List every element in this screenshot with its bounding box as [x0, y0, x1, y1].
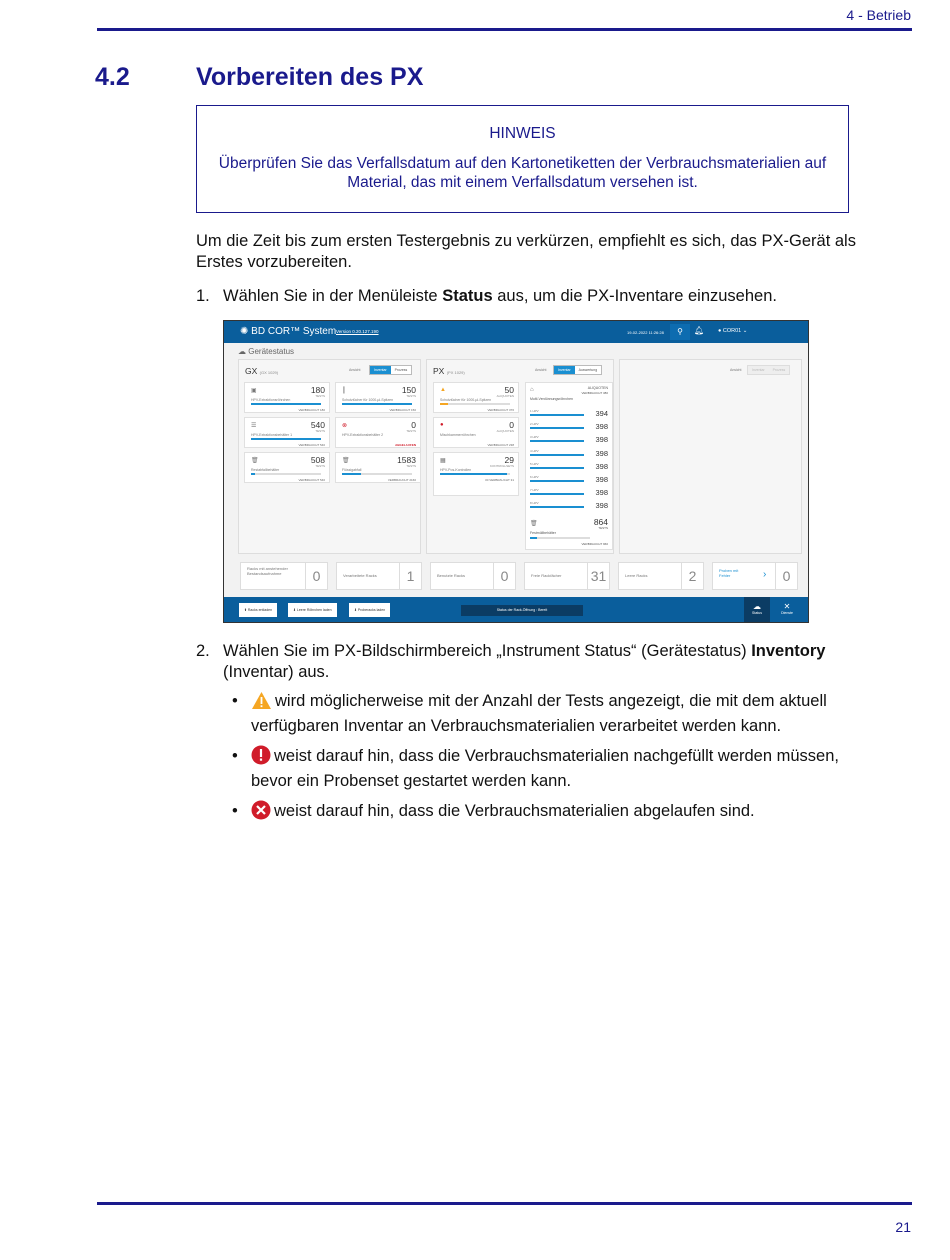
card-bar	[251, 473, 321, 475]
x-circle-icon: ⊗	[342, 423, 348, 429]
unload-racks-button[interactable]: ⬆ Racks entladen	[239, 603, 277, 617]
summary-card[interactable]	[712, 562, 798, 590]
card-unit: ALIQUOTEN	[496, 394, 514, 398]
aliquot-row-value: 398	[595, 461, 608, 471]
card-name: Restabfallbehälter	[251, 468, 280, 472]
summary-value: 0	[493, 563, 515, 589]
app-logo: ✺ BD COR™ System	[240, 326, 337, 337]
card-bar	[251, 438, 321, 440]
card-count: 150	[401, 385, 416, 395]
bullet-dot: •	[232, 692, 238, 710]
x-circle-icon	[251, 800, 271, 820]
view-label: Ansicht	[535, 368, 547, 372]
card-used: ABGELAUFEN	[395, 443, 416, 447]
step-number: 2.	[196, 642, 210, 660]
aliquot-row	[530, 448, 608, 458]
summary-card[interactable]	[240, 562, 328, 590]
waste-bar-fill	[530, 537, 537, 539]
aliquot-row-bar	[530, 480, 584, 482]
step-text-bold: Inventory	[751, 642, 826, 660]
card-bar	[342, 473, 412, 475]
card-name: HPV-Extraktionsbehälter 1	[251, 433, 293, 437]
section-title: Vorbereiten des PX	[196, 63, 424, 91]
summary-value: 1	[399, 563, 421, 589]
step-number: 1.	[196, 287, 210, 305]
gx-panel	[238, 359, 421, 554]
aliquot-row-label: 5 HPV	[530, 461, 539, 466]
aliquot-row-bar	[530, 440, 584, 442]
summary-label: Verarbeitete Racks	[343, 573, 377, 578]
step-text	[223, 286, 777, 307]
intro-paragraph: Um die Zeit bis zum ersten Testergebnis zu verkürzen, empfiehlt es sich, das PX-Gerät als Erstes vorzubereiten.	[196, 232, 856, 271]
bullet-dot: •	[232, 747, 238, 765]
aliquot-row-bar	[530, 467, 584, 469]
aliquot-card[interactable]	[525, 382, 613, 550]
card-used: VERBRAUCHT 150	[389, 408, 416, 412]
summary-label: Benutzte Racks	[437, 573, 466, 578]
waste-icon: 🗑︎	[342, 458, 350, 464]
card-bar	[440, 403, 510, 405]
card-bar-fill	[342, 473, 361, 475]
toggle-process[interactable]: Prozess	[394, 368, 408, 372]
tab-status[interactable]	[744, 597, 770, 623]
aliquot-header: ALIQUOTEN	[587, 386, 608, 390]
card-count: 50	[504, 385, 514, 395]
bullet-text	[251, 744, 876, 794]
card-bar-fill	[251, 403, 321, 405]
card-unit: KONTROLLSETS	[489, 464, 514, 468]
summary-value: 31	[587, 563, 609, 589]
card-bar-fill	[440, 403, 448, 405]
aliquot-row-label: 8 HPV	[530, 501, 539, 506]
card-bar-fill	[251, 473, 255, 475]
step-text	[223, 641, 883, 683]
aliquot-row-label: 3 HPV	[530, 435, 539, 440]
page-title: ☁ Gerätestatus	[238, 347, 295, 356]
summary-value: 2	[681, 563, 703, 589]
view-toggle[interactable]	[369, 365, 412, 375]
summary-card[interactable]	[336, 562, 422, 590]
summary-value: 0	[305, 563, 327, 589]
load-sample-racks-button[interactable]: ⬇ Proberacks laden	[349, 603, 390, 617]
app-footer	[224, 597, 808, 623]
inventory-card[interactable]	[433, 452, 519, 496]
card-bar	[342, 403, 412, 405]
rack-icon: ☰	[251, 423, 257, 429]
card-bar-fill	[251, 438, 321, 440]
card-bar-fill	[342, 403, 412, 405]
header-rule	[97, 28, 912, 31]
view-toggle[interactable]	[553, 365, 602, 375]
summary-card[interactable]	[430, 562, 516, 590]
unload-racks-label: Racks entladen	[247, 608, 273, 612]
card-name: Flüssigabfall	[342, 468, 362, 472]
waste-unit: TESTS	[598, 526, 608, 530]
aliquot-row-label: 6 HPV	[530, 475, 539, 479]
aliquot-sub: VERBRAUCHT 380	[581, 391, 608, 395]
view-label: Ansicht	[730, 368, 742, 372]
bullet-text	[251, 689, 876, 739]
datetime: 19-02-2022 11:26:28	[627, 330, 664, 335]
user-name: COR01	[722, 328, 742, 334]
aliquot-name: Multi-Verdünnungsröhrchen	[530, 397, 573, 401]
card-unit: TESTS	[406, 464, 416, 468]
ui-screenshot	[223, 320, 809, 623]
version-link[interactable]: Version 0.20.127.190	[336, 329, 379, 334]
aliquot-row-value: 394	[595, 409, 608, 418]
warning-triangle-icon	[251, 691, 272, 710]
aliquot-row-value: 398	[595, 435, 608, 445]
step-text-bold: Status	[442, 287, 493, 305]
chapter-label: 4 - Betrieb	[846, 7, 911, 23]
note-title: HINWEIS	[489, 125, 556, 142]
note-box	[196, 105, 849, 213]
bullet-text	[251, 799, 876, 824]
card-name: Schutztücher für 1000-µl-Spitzen	[440, 398, 492, 402]
px-label: PX	[433, 366, 445, 376]
summary-label: Racks mit anstehender Bestandsaufnahme	[247, 566, 288, 576]
tools-icon: ✕	[783, 602, 791, 611]
aliquot-row	[530, 488, 608, 498]
cloud-icon: ☁	[753, 602, 761, 611]
gx-name	[245, 366, 278, 376]
card-count: 540	[310, 420, 325, 430]
inventory-card[interactable]	[244, 417, 330, 448]
load-sample-racks-label: Proberacks laden	[357, 608, 386, 612]
load-empty-tubes-label: Leere Röhrchen laden	[296, 608, 332, 612]
summary-value: 0	[775, 563, 797, 589]
aliquot-row-bar	[530, 427, 584, 429]
card-unit: TESTS	[406, 394, 416, 398]
aliquot-row	[530, 461, 608, 471]
step-text-post: (Inventar) aus.	[223, 663, 330, 681]
waste-count: 864	[593, 517, 608, 527]
card-used: VERBRAUCHT 376	[487, 408, 514, 412]
page-title-text: Gerätestatus	[248, 347, 295, 356]
card-count: 0	[411, 420, 416, 430]
aliquot-row-label: 2 HPV	[530, 422, 539, 427]
summary-label: Leere Racks	[625, 573, 648, 578]
chevron-right-icon[interactable]: ›	[763, 569, 767, 580]
toggle-inventory[interactable]: Inventar	[554, 366, 575, 374]
section-number: 4.2	[95, 63, 130, 91]
card-unit: TESTS	[315, 464, 325, 468]
card-name: HPV-Extraktionsbehälter 2	[342, 433, 384, 437]
card-count: 180	[310, 385, 325, 395]
tab-services[interactable]	[774, 597, 800, 623]
aliquot-row-bar	[530, 506, 584, 508]
aliquot-row-bar	[530, 414, 584, 416]
card-count: 508	[310, 455, 325, 465]
aliquot-row-bar	[530, 493, 584, 495]
aliquot-row-value: 398	[595, 501, 608, 511]
px-panel	[426, 359, 614, 554]
inventory-card[interactable]	[244, 382, 330, 413]
aliquot-row	[530, 409, 608, 418]
inventory-card[interactable]	[244, 452, 330, 483]
aliquot-row-label: 1 HPV	[530, 409, 539, 413]
summary-card[interactable]	[524, 562, 610, 590]
third-panel	[619, 359, 802, 554]
card-name: HPV-Pos-Kontrollen	[440, 468, 472, 472]
bullet-text-content: wird möglicherweise mit der Anzahl der Tests angezeigt, die mit dem aktuell verfügbaren Inventar an Verbrauchsmaterialien verarbeitet werden kann.	[251, 692, 827, 735]
footer-rule	[97, 1202, 912, 1205]
gx-serial: (GX 1029)	[259, 370, 279, 375]
toggle-inventory[interactable]: Inventar	[370, 366, 391, 374]
aliquot-row-value: 398	[595, 488, 608, 498]
page-number: 21	[895, 1219, 911, 1235]
pipette-icon: ┃	[342, 388, 346, 394]
card-unit: TESTS	[315, 429, 325, 433]
inventory-card[interactable]	[433, 382, 519, 413]
step-text-pre: Wählen Sie in der Menüleiste	[223, 287, 443, 305]
card-count: 1583	[397, 455, 416, 465]
exclamation-circle-icon	[251, 745, 271, 765]
waste-name: Festmüllbehälter	[530, 531, 556, 535]
inventory-card[interactable]	[335, 382, 421, 413]
tab-status-label: Status	[752, 611, 762, 615]
toggle-process: Prozess	[772, 368, 786, 372]
rack-status: Status der Rack-Öffnung : Bereit	[461, 605, 583, 616]
view-label: Ansicht	[349, 368, 361, 372]
note-text: Überprüfen Sie das Verfallsdatum auf den Kartonetiketten der Verbrauchsmaterialien auf Material, das mit einem Verfallsdatum versehen ist.	[218, 155, 827, 191]
waste-bar	[530, 537, 590, 539]
trash-icon: 🗑︎	[251, 458, 259, 464]
card-name: HPV-Extraktionsröhrchen	[251, 398, 291, 402]
card-used: VERBRAUCHT 2160	[387, 478, 416, 482]
card-unit: TESTS	[406, 429, 416, 433]
bell-icon[interactable]: 🔔︎	[694, 326, 705, 335]
aliquot-row	[530, 501, 608, 511]
inventory-card[interactable]	[433, 417, 519, 448]
card-name: Mischkammerröhrchen	[440, 433, 476, 437]
inventory-card[interactable]	[335, 417, 421, 448]
box-icon: ▣	[251, 388, 257, 394]
card-used: VERBRAUCHT 540	[298, 478, 325, 482]
view-toggle-disabled	[747, 365, 790, 375]
card-bar	[251, 403, 321, 405]
card-bar-fill	[440, 473, 507, 475]
user-menu[interactable]: ● COR01 ⌄	[718, 328, 748, 334]
card-used: VERBRAUCHT 238	[487, 443, 514, 447]
aliquot-row	[530, 422, 608, 432]
card-used: VERBRAUCHT 180	[298, 408, 325, 412]
card-count: 29	[504, 455, 514, 465]
card-unit: TESTS	[315, 394, 325, 398]
aliquot-row-label: 7 HPV	[530, 488, 539, 493]
trash-icon: 🗑︎	[530, 521, 538, 527]
inventory-card[interactable]	[335, 452, 421, 483]
aliquot-row-value: 398	[595, 422, 608, 432]
search-icon[interactable]: ⚲	[670, 324, 690, 340]
card-name: Schutztücher für 1000-µl-Spitzen	[342, 398, 394, 402]
tab-services-label: Dienste	[781, 611, 793, 615]
warning-triangle-icon: ▲	[440, 387, 446, 393]
bullet-dot: •	[232, 802, 238, 820]
step-text-post: aus, um die PX-Inventare einzusehen.	[492, 287, 777, 305]
bullet-text-content: weist darauf hin, dass die Verbrauchsmaterialien abgelaufen sind.	[274, 802, 755, 820]
aliquot-row-bar	[530, 454, 584, 456]
card-bar	[440, 473, 510, 475]
summary-label: Proben mit Fehler	[719, 568, 739, 578]
step-text-pre: Wählen Sie im PX-Bildschirmbereich „Instrument Status“ (Gerätestatus)	[223, 642, 752, 660]
load-empty-tubes-button[interactable]: ⬇ Leere Röhrchen laden	[288, 603, 337, 617]
exclamation-circle-icon: ●	[440, 422, 444, 428]
aliquot-row-label: 4 HPV	[530, 448, 539, 453]
aliquot-row	[530, 435, 608, 445]
toggle-evaluation[interactable]: Auswertung	[578, 368, 598, 372]
px-serial: (PX 1029)	[446, 370, 465, 375]
card-used: 30 VERBRAUCHT 31	[485, 478, 514, 482]
gx-label: GX	[245, 366, 258, 376]
card-unit: ALIQUOTEN	[496, 429, 514, 433]
summary-card[interactable]	[618, 562, 704, 590]
app-topbar	[224, 321, 808, 343]
aliquot-row-value: 398	[595, 475, 608, 484]
card-count: 0	[509, 420, 514, 430]
px-name	[433, 366, 465, 376]
control-set-icon: ▦	[440, 458, 446, 464]
aliquot-row	[530, 475, 608, 484]
waste-used: VERBRAUCHT 960	[581, 542, 608, 546]
aliquot-row-value: 398	[595, 448, 608, 458]
app-title: BD COR™ System	[251, 326, 337, 337]
bullet-text-content: weist darauf hin, dass die Verbrauchsmaterialien nachgefüllt werden müssen, bevor ein Probenset gestartet werden kann.	[251, 747, 839, 790]
toggle-inventory: Inventar	[752, 368, 765, 372]
tube-icon: ⌂	[530, 387, 534, 393]
card-used: VERBRAUCHT 540	[298, 443, 325, 447]
summary-label: Freie Rackfächer	[531, 573, 562, 578]
